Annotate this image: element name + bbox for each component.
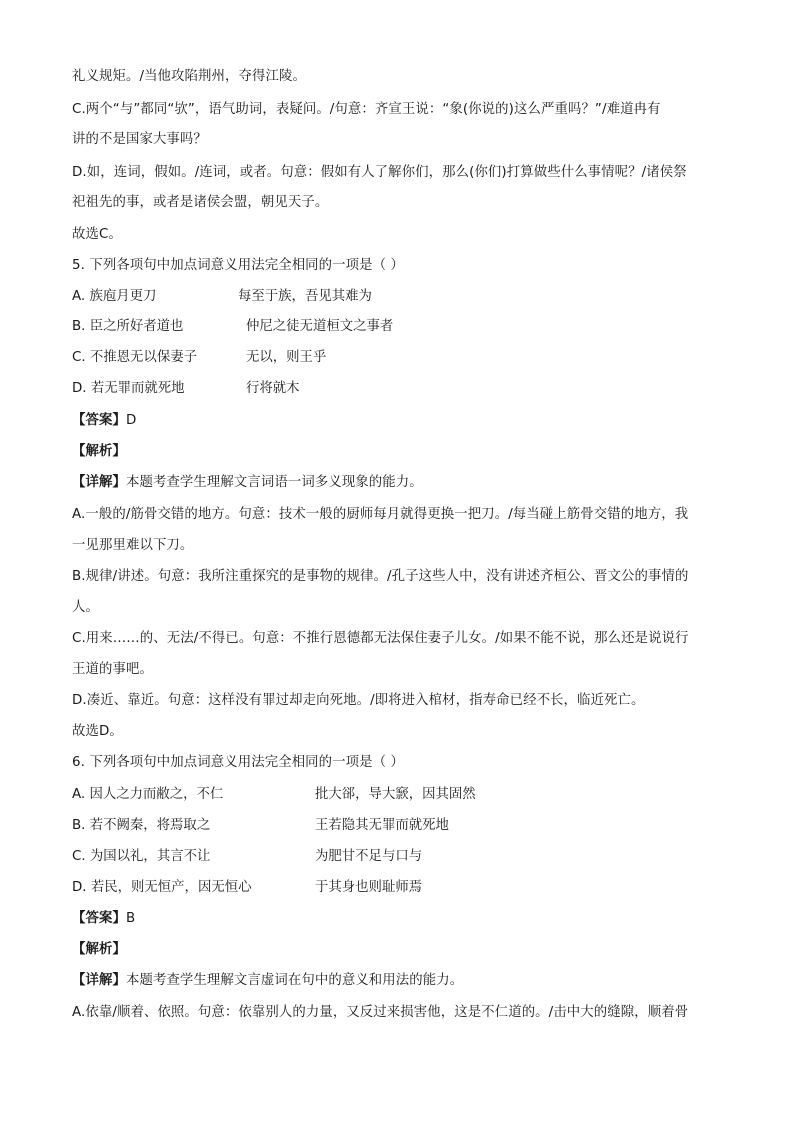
q5-detail (72, 473, 423, 493)
q5-option-a (72, 287, 372, 307)
text-line: D.凑近、靠近。句意：这样没有罪过却走向死地。/即将进入棺材，指寿命已经不长，临近死亡。 (72, 693, 645, 708)
detail-tag: 【详解】 (72, 475, 126, 490)
question-6-stem: 6. 下列各项句中加点词意义用法完全相同的一项是（ ） (72, 755, 404, 770)
analysis-tag: 【解析】 (72, 942, 126, 957)
answer-tag: 【答案】 (72, 413, 126, 428)
question-5-stem: 5. 下列各项句中加点词意义用法完全相同的一项是（ ） (72, 258, 404, 273)
option-right: 仲尼之徒无道桓文之事者 (246, 319, 394, 334)
text-line: 礼义规矩。/当他攻陷荆州，夺得江陵。 (72, 69, 306, 84)
text-line: 故选C。 (72, 227, 122, 242)
option-right: 批大郤，导大窾，因其固然 (315, 787, 476, 802)
q5-option-b (72, 317, 394, 337)
q6-option-a (72, 785, 476, 805)
q6-option-b (72, 816, 449, 836)
q5-analysis-tag (72, 442, 126, 462)
text-line: 一见那里难以下刀。 (72, 538, 194, 553)
analysis-tag: 【解析】 (72, 444, 126, 459)
text-line: 讲的不是国家大事吗？ (72, 132, 207, 147)
text-line: 祀祖先的事，或者是诸侯会盟，朝见天子。 (72, 195, 329, 210)
text-line: 故选D。 (72, 724, 123, 739)
option-right: 于其身也则耻师焉 (315, 880, 423, 895)
text-line: C.用来……的、无法/不得已。句意：不推行恩德都无法保住妻子儿女。/如果不能不说，那么还是说说行 (72, 631, 689, 646)
text-line: A.依靠/顺着、依照。句意：依靠别人的力量，又反过来损害他，这是不仁道的。/击中大的缝隙，顺着骨 (72, 1005, 689, 1020)
option-left: D. 若民，则无恒产，因无恒心 (72, 880, 252, 895)
q5-option-d (72, 379, 300, 399)
text-line: 王道的事吧。 (72, 662, 153, 677)
detail-text: 本题考查学生理解文言虚词在句中的意义和用法的能力。 (125, 973, 464, 988)
option-right: 行将就木 (246, 381, 300, 396)
q5-answer (72, 411, 136, 431)
option-left: B. 若不阙秦，将焉取之 (72, 818, 211, 833)
text-line: C.两个“与”都同“欤”，语气助词，表疑问。/句意：齐宣王说：“象(你说的)这么严重吗？”/难道冉有 (72, 102, 661, 117)
option-right: 王若隐其无罪而就死地 (315, 818, 449, 833)
q6-option-d (72, 878, 423, 898)
option-right: 每至于族，吾见其难为 (238, 289, 372, 304)
option-right: 为肥甘不足与口与 (315, 849, 423, 864)
q5-option-c (72, 348, 327, 368)
text-line: B.规律/讲述。句意：我所注重探究的是事物的规律。/孔子这些人中，没有讲述齐桓公、晋文公的事情的 (72, 569, 689, 584)
option-right: 无以，则王乎 (246, 350, 327, 365)
q6-analysis-tag (72, 940, 126, 960)
option-left: A. 族庖月更刀 (72, 289, 157, 304)
q6-detail (72, 971, 463, 991)
text-line: A.一般的/筋骨交错的地方。句意：技术一般的厨师每月就得更换一把刀。/每当碰上筋骨交错的地方，我 (72, 507, 689, 522)
detail-tag: 【详解】 (72, 973, 126, 988)
detail-text: 本题考查学生理解文言词语一词多义现象的能力。 (125, 475, 423, 490)
answer-value: B (125, 911, 136, 926)
option-left: A. 因人之力而敝之，不仁 (72, 787, 224, 802)
text-line: D.如，连词，假如。/连词，或者。句意：假如有人了解你们，那么(你们)打算做些什么事情呢？/诸侯祭 (72, 165, 687, 180)
option-left: C. 为国以礼，其言不让 (72, 849, 211, 864)
q6-answer (72, 909, 135, 929)
q6-option-c (72, 847, 423, 867)
option-left: D. 若无罪而就死地 (72, 381, 185, 396)
option-left: B. 臣之所好者道也 (72, 319, 184, 334)
option-left: C. 不推恩无以保妻子 (72, 350, 197, 365)
answer-value: D (125, 413, 137, 428)
text-line: 人。 (72, 600, 99, 615)
answer-tag: 【答案】 (72, 911, 126, 926)
